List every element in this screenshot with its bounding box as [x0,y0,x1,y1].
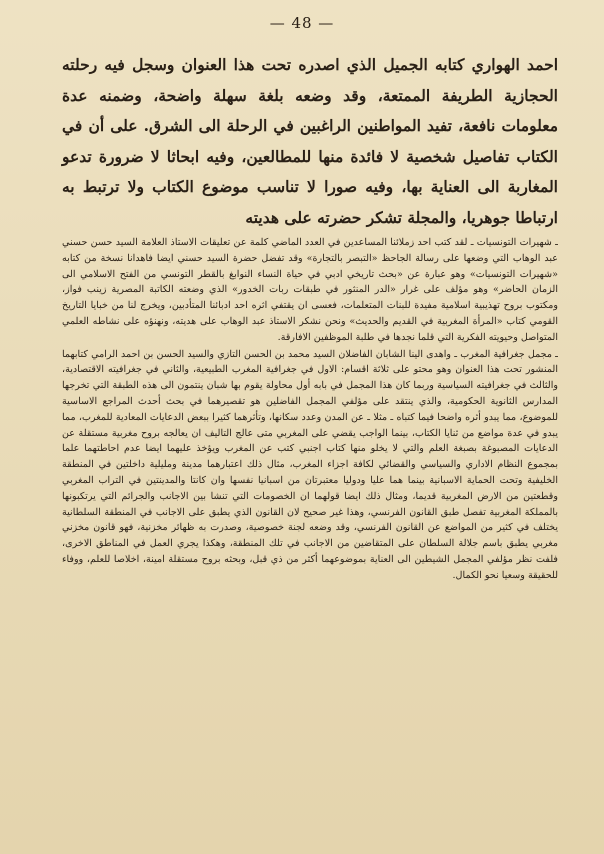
lead-paragraph: احمد الهواري كتابه الجميل الذي اصدره تحت هذا العنوان وسجل فيه رحلته الحجازية الطريفة الممتعة، وقد وضعه بلغة سهلة واضحة، وضمنه عدة معلومات نافعة، تفيد المواطنين الراغبين في الرحلة الى الشرق. على أن في الكتاب تفاصيل شخصية لا فائدة منها للمطالعين، وفيه ابحاثا لا ضرورة تدعو المغاربة الى العناية بها، وفيه صورا لا تناسب موضوع الكتاب ولا ترتبط به ارتباطا جوهريا، والمجلة تشكر حضرته على هديته [62,55,558,227]
page-body [62,50,558,584]
note-morocco-geography: ـ مجمل جغرافية المغرب ـ واهدى الينا الشابان الفاضلان السيد محمد بن الحسن التازي والسيد الحسن بن احمد الرامي كتابهما المنشور تحت هذا العنوان وهو محتو على ثلاثة اقسام: الاول في جغرافية المغرب الطبيعية، والثاني في جغرافيته الاقتصادية، والثالث في جغرافيته السياسية وربما كان هذا المجمل في بابه أول محاولة يقوم بها شبان ينتمون الى هذه الطبقة التي تخرجها المدارس الثانوية الحكومية، والذي ينتقد على مؤلفي المجمل الفاضلين هو تقصيرهما في بحث أحدث المراجع الاساسية للموضوع، مما يبدو أثره واضحا فيما كتباه ـ مثلا ـ عن المدن وعدد سكانها، وتأثرهما كثيرا ببعض الدعايات المعادية للمغرب، مما يبدو في عدة مواضع من ثنايا الكتاب، بينما الواجب يقضي على المغربي متى عالج التاليف ان يعالجه بروح مغربية مستقلة عن الدعايات المصبوغة بصبغة العلم والتي لا يخلو منها كتاب اجنبي كتب عن المغرب ويؤخذ عليهما ايضا عدم احاطتهما علما بمجموع النظام الاداري والسياسي والقضائي لكافة اجزاء المغرب، مثال ذلك اعتبارهما مدينة ومليلية داخلتين في المنطقة الخليفية وتحت الحماية الاسبانية بينما هما عليا ودوليا معتبرتان من اسبانيا نفسها وان كانتا والمدينتين في التراب المغربي وقطعتين من الارض المغربية قديما، ومثال ذلك ايضا قولهما ان الخصومات التي تنشا بين الاجانب والجرائم التي يرتكبونها بالمملكة المغربية تفصل طبق القانون الفرنسي، وهذا غير صحيح لان القانون الذي يطبق على الاجانب في المنطقة السلطانية يختلف في كثير من المواضع عن القانون الفرنسي، وقد وضعه لجنة خصوصية، وصدرت به ظهائر مخزنية، فهو قانون مخزني مغربي يطبق باسم جلالة السلطان على المتقاضين من الاجانب في تلك المنطقة، وهكذا يجري العمل في المناطق الاخرى، فلفت نظر مؤلفي المجمل الشيطين الى العناية بموضوعهما أكثر من ذي قبل، وبحثه بروح مستقلة امينة، اخلاصا للعلم، ووفاء للحقيقة وسعيا نحو الكمال. [62,348,558,581]
page-number: — 48 — [269,14,335,32]
note-tunisian-women: ـ شهيرات التونسيات ـ لقد كتب احد زملائنا المساعدين في العدد الماضي كلمة عن تعليقات الاستاذ العلامة السيد حسن حسني عبد الوهاب التي وضعها على رسالة الجاحظ «التبصر بالتجارة» وقد تفضل حضرة السيد حسني ايضا فاهدانا نسخة من كتابه «شهيرات التونسيات» وهو عبارة عن «بحث تاريخي ادبي في حياة النساء النوابغ بالقطر التونسي من الفتح الاسلامي الى الزمان الحاضر» وهو مؤلف على غرار «الدر المنثور في طبقات ربات الخدور» الذي وضعته الكاتبة المصرية زينب فواز، ومكتوب بروح تهذيبية اسلامية مفيدة للبنات المتعلمات، فعسى ان يقتفي اثره احد ادبائنا المتأدبين، ويخرج لنا من خبايا التاريخ القومي كتاب «المرأة المغربية في القديم والحديث» ونحن نشكر الاستاذ عبد الوهاب على هديته، ونهنؤه على نشاطه العلمي المتواصل وحيويته الفكرية التي قلما نجدها في طلبة الموظفين الافارقة. [62,237,559,343]
notes-section [62,235,558,584]
lead-section [62,50,558,233]
